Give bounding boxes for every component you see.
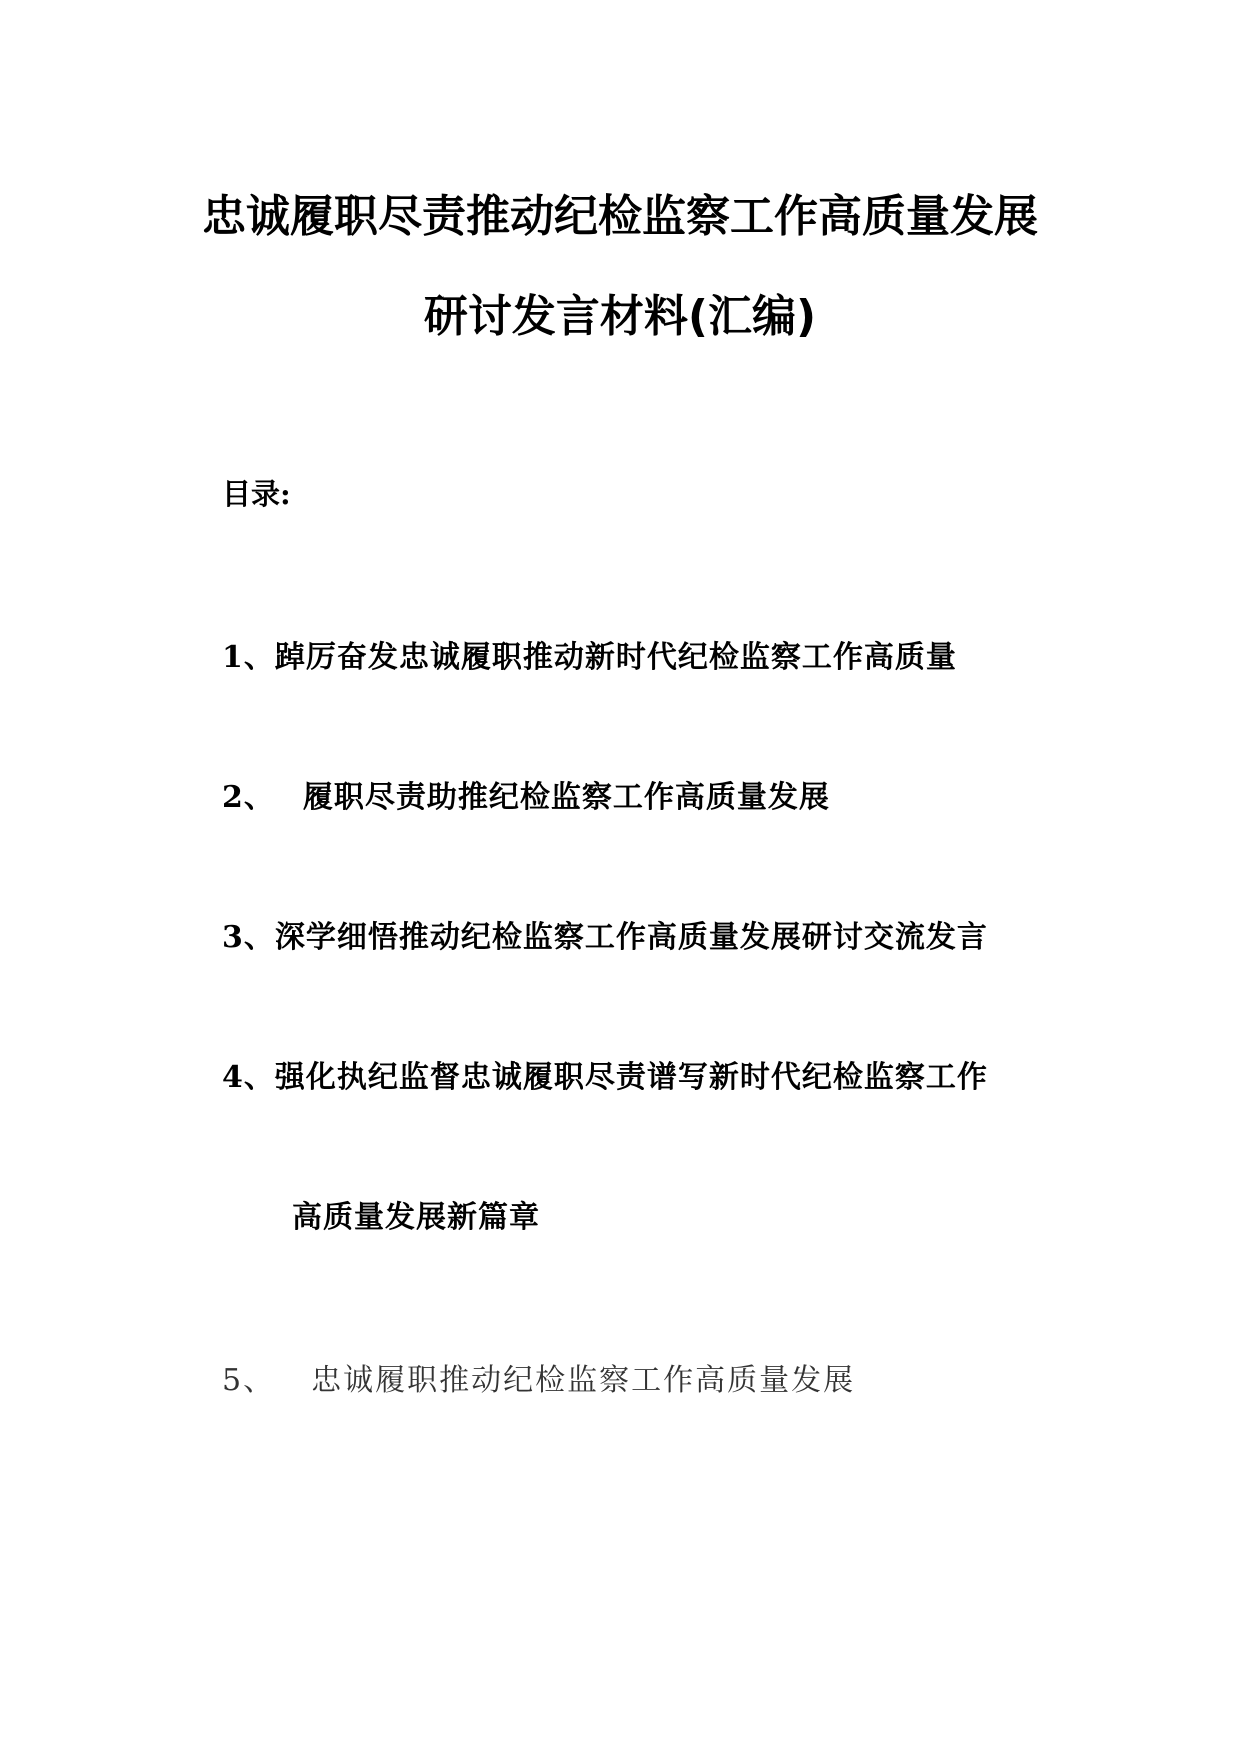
toc-item-number: 3、 [222,920,275,955]
toc-item-text: 踔厉奋发忠诚履职推动新时代纪检监察工作高质量 [274,640,957,675]
toc-label: 目录: [222,477,291,511]
toc-item-text: 深学细悟推动纪检监察工作高质量发展研讨交流发言 [274,920,988,955]
toc-item-4-continuation: 高质量发展新篇章 [292,1200,540,1235]
toc-item-5 [222,1355,855,1399]
toc-item-1 [222,632,957,676]
document-title-line-2: 研讨发言材料(汇编) [423,291,817,342]
toc-item-text: 履职尽责助推纪检监察工作高质量发展 [302,780,830,815]
toc-item-text: 强化执纪监督忠诚履职尽责谱写新时代纪检监察工作 [274,1060,988,1095]
document-title-line-1: 忠诚履职尽责推动纪检监察工作高质量发展 [202,191,1038,242]
toc-item-number: 5、 [222,1363,276,1398]
toc-item-4 [222,1052,988,1096]
toc-item-number: 4、 [222,1060,275,1095]
toc-item-text: 忠诚履职推动纪检监察工作高质量发展 [311,1363,856,1398]
toc-item-number: 2、 [222,780,275,815]
toc-item-number: 1、 [222,640,275,675]
toc-item-3 [222,912,988,956]
toc-item-2 [222,772,830,816]
